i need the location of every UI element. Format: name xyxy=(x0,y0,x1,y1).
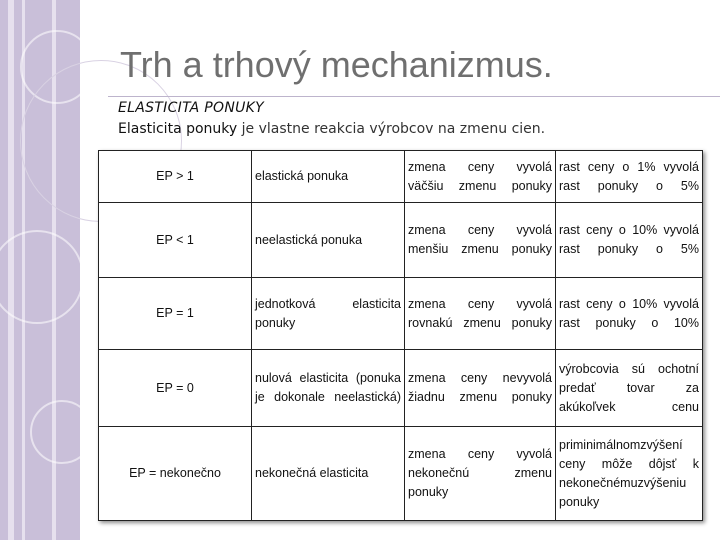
example-text: výrobcovia sú ochotní predať tovar za akúkoľvek cenu xyxy=(559,361,699,414)
table-row xyxy=(99,151,703,203)
type-cell xyxy=(252,350,405,427)
slide-title: Trh a trhový mechanizmus. xyxy=(120,44,553,85)
effect-cell xyxy=(405,427,556,521)
table-row xyxy=(99,278,703,350)
example-cell xyxy=(556,278,703,350)
condition-cell: EP = nekonečno xyxy=(99,427,252,521)
sidebar-circle xyxy=(30,400,80,464)
type-text: nulová elasticita (ponuka je dokonale neelastická) xyxy=(255,371,401,404)
example-cell xyxy=(556,427,703,521)
elasticity-table xyxy=(98,150,703,521)
effect-cell xyxy=(405,350,556,427)
definition-term: Elasticita ponuky xyxy=(118,121,238,137)
condition-cell: EP = 1 xyxy=(99,278,252,350)
example-text: rast ceny o 1% vyvolá rast ponuky o 5% xyxy=(559,159,699,193)
type-cell: nekonečná elasticita xyxy=(252,427,405,521)
example-text: rast ceny o 10% vyvolá rast ponuky o 5% xyxy=(559,223,699,256)
effect-text: zmena ceny vyvolá nekonečnú zmenu ponuky xyxy=(408,447,552,499)
effect-text: zmena ceny vyvolá väčšiu zmenu ponuky xyxy=(408,159,552,193)
title-underline xyxy=(108,96,720,97)
condition-cell: EP = 0 xyxy=(99,350,252,427)
condition-cell: EP < 1 xyxy=(99,203,252,278)
type-cell: neelastická ponuka xyxy=(252,203,405,278)
condition-cell: EP > 1 xyxy=(99,151,252,203)
table-row xyxy=(99,203,703,278)
definition-text: je vlastne reakcia výrobcov na zmenu cien. xyxy=(237,121,546,137)
type-text: jednotková elasticita ponuky xyxy=(255,296,401,330)
effect-cell xyxy=(405,151,556,203)
effect-text: zmena ceny nevyvolá žiadnu zmenu ponuky xyxy=(408,371,552,404)
section-heading: ELASTICITA PONUKY xyxy=(118,100,265,116)
definition-line xyxy=(118,121,545,137)
table-row xyxy=(99,427,703,521)
effect-cell xyxy=(405,203,556,278)
sidebar-circle xyxy=(0,230,80,324)
effect-text: zmena ceny vyvolá rovnakú zmenu ponuky xyxy=(408,296,552,330)
effect-text: zmena ceny vyvolá menšiu zmenu ponuky xyxy=(408,223,552,256)
example-cell xyxy=(556,350,703,427)
type-cell xyxy=(252,278,405,350)
effect-cell xyxy=(405,278,556,350)
example-text: priminimálnomzvýšení ceny môže dôjsť k nekonečnémuzvýšeniu ponuky xyxy=(559,437,699,509)
example-text: rast ceny o 10% vyvolá rast ponuky o 10% xyxy=(559,296,699,330)
type-cell: elastická ponuka xyxy=(252,151,405,203)
example-cell xyxy=(556,151,703,203)
table-row xyxy=(99,350,703,427)
example-cell xyxy=(556,203,703,278)
